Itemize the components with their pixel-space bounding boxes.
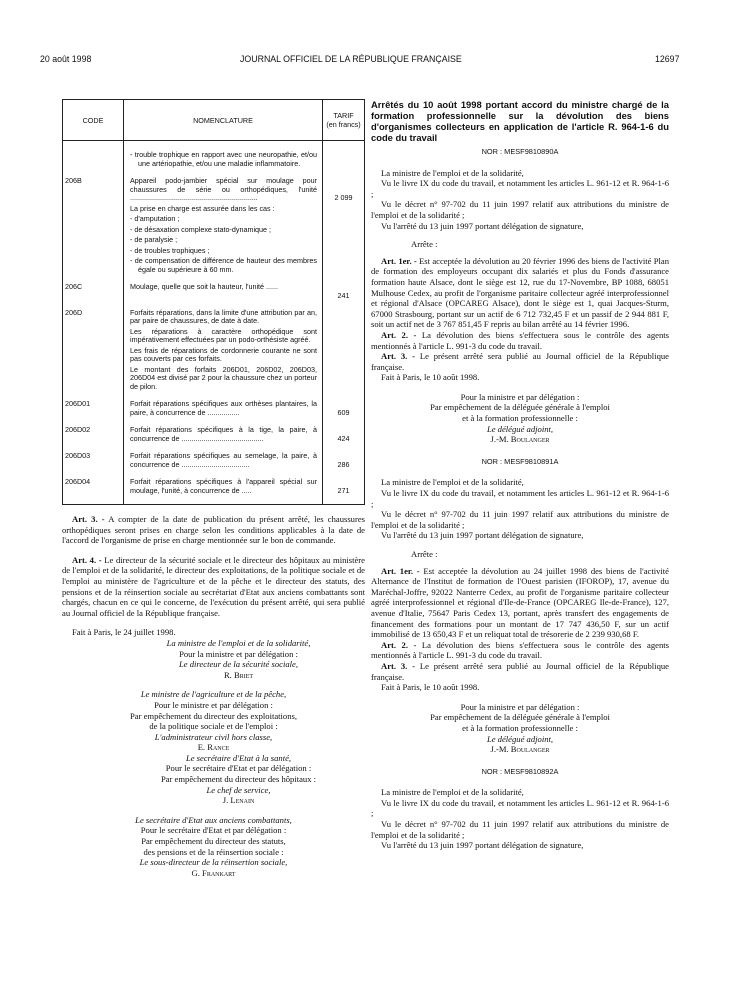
signature-block-4 (62, 815, 365, 879)
row-code: 206C (63, 283, 124, 302)
right-column (371, 99, 669, 851)
nomenclature-line: Forfait réparations spécifiques au semelage, la paire, à concurrence de .................................. (130, 451, 317, 469)
signature-line: Le secrétaire d'Etat à la santé, (185, 752, 292, 763)
row-tarif: 424 (323, 426, 365, 445)
visa-line: Vu le décret n° 97-702 du 11 juin 1997 relatif aux attributions du ministre de l'emploi et de la solidarité ; (371, 509, 669, 530)
arrete-2 (371, 457, 669, 755)
col-header-tarif: TARIF (en francs) (323, 100, 365, 141)
visa-line: La ministre de l'emploi et de la solidarité, (381, 477, 524, 488)
page-number: 12697 (655, 54, 680, 64)
row-nomenclature (124, 478, 323, 497)
signature-line: Le chef de service, (206, 784, 271, 795)
nomenclature-line: Moulage, quelle que soit la hauteur, l'unité ...... (130, 282, 279, 291)
article-art1 (371, 566, 669, 640)
row-tarif: 241 (323, 283, 365, 302)
visa-line: Vu l'arrêté du 13 juin 1997 portant délégation de signature, (381, 840, 584, 851)
nomenclature-line: - de désaxation complexe stato-dynamique ; (130, 224, 272, 234)
signature-line: Par empêchement du directeur des exploitations, (129, 710, 298, 721)
table-row (63, 478, 365, 497)
table-row (63, 151, 365, 170)
row-code: 206D (63, 309, 124, 394)
article-label: Art. 1er. - (381, 565, 420, 576)
visa-line: La ministre de l'emploi et de la solidarité, (381, 167, 524, 178)
left-fait: Fait à Paris, le 24 juillet 1998. (72, 627, 176, 638)
nomenclature-line: Le montant des forfaits 206D01, 206D02, 206D03, 206D04 est divisé par 2 pour la chaussure chez un porteur de pilon. (130, 364, 317, 391)
article-text: Est acceptée la dévolution au 24 juillet 1998 des biens de l'activité Alternance de l'Institut de formation de l'Ouest parisien (IFOROP), 17, avenue du Maréchal-Joffre, 92022 Nanterre Cedex, au profit de l'organisme paritaire collecteur agréé interprofessionnel et régional d'Ile-de-France (OPCAREG Ile-de-France), 127, avenue d'Italie, 75647 Paris Cedex 13, portant, après transfert des engagements de financement des formations pour un montant de 17 747 436,50 F, sur un actif immobilisé de 13 650,43 F et un reliquat total de trésorerie de 2 239 930,68 F. (371, 565, 669, 640)
fait-line: Fait à Paris, le 10 août 1998. (381, 372, 480, 383)
tarif-table-body (63, 141, 365, 505)
table-row (63, 452, 365, 471)
row-code: 206D03 (63, 452, 124, 471)
signature-line: J. Lenain (222, 795, 255, 806)
signature-line: Le sous-directeur de la réinsertion sociale, (139, 857, 288, 868)
col-header-nomenclature: NOMENCLATURE (124, 100, 323, 141)
table-row (63, 177, 365, 276)
signature-line: Le délégué adjoint, (486, 423, 554, 434)
signature-block-3 (62, 753, 365, 806)
article-text: La dévolution des biens s'effectuera sous le contrôle des agents mentionnés à l'article L. 991-3 du code du travail. (371, 639, 669, 661)
arrete-label: Arrête : (411, 549, 438, 559)
table-row (63, 283, 365, 302)
nor-reference: NOR : MESF9810890A (481, 147, 559, 156)
nomenclature-line: La prise en charge est assurée dans les cas : (130, 203, 275, 213)
visa-line: Vu le livre IX du code du travail, et notamment les articles L. 961-12 et R. 964-1-6 ; (371, 797, 669, 819)
signature-line: Pour le ministre et par délégation : (154, 699, 273, 710)
nomenclature-line: Appareil podo-jambier spécial sur moulage pour chaussures de série ou orthopédiques, l'unité ................................................................ (130, 176, 317, 202)
left-articles (62, 514, 365, 878)
left-column (62, 99, 365, 878)
nomenclature-line: - de paralysie ; (130, 235, 178, 244)
row-tarif: 609 (323, 400, 365, 419)
signature-line: Le délégué adjoint, (486, 733, 554, 744)
signature-block-1 (62, 638, 365, 680)
nomenclature-line: Forfaits réparations, dans la limite d'une attribution par an, par paire de chaussures, de date à date. (130, 307, 317, 325)
article-text: Le présent arrêté sera publié au Journal officiel de la République française. (371, 660, 669, 682)
signature-line: Le secrétaire d'Etat aux anciens combattants, (135, 814, 292, 825)
visa-line: Vu l'arrêté du 13 juin 1997 portant délégation de signature, (381, 530, 584, 541)
article-art2 (371, 640, 669, 661)
row-nomenclature (124, 426, 323, 445)
arrete-3 (371, 767, 669, 851)
nor-reference: NOR : MESF9810892A (481, 766, 559, 776)
row-tarif (323, 151, 365, 170)
article-text: Est acceptée la dévolution au 20 février 1996 des biens de l'activité Plan de formation des employeurs occupant dix salariés et plus du Fonds d'assurance formation haute Alsace, dont le siège est 12, rue du 17-Novembre, BP 1088, 68051 Mulhouse Cedex, au profit de l'organisme paritaire collecteur agréé interprofessionnel et régional d'Alsace (OPCAREG Alsace), dont le siège est 1, quai Jacques-Sturm, 67000 Strasbourg, portant sur un actif de 6 712 732,45 F et un passif de 2 944 881 F, soit un actif net de 3 767 851,45 F repris au bilan arrêté au 14 février 1996. (371, 255, 669, 330)
tarif-table (62, 99, 365, 505)
signature-line: Par empêchement du directeur des statuts, (141, 836, 286, 847)
signature-line: Pour la ministre et par délégation : (460, 701, 580, 712)
nomenclature-line: - de compensation de différence de hauteur des membres égale ou supérieure à 60 mm. (130, 256, 317, 274)
row-code: 206B (63, 177, 124, 276)
nomenclature-line: Les frais de réparations de cordonnerie courante ne sont pas couverts par ces forfaits. (130, 345, 317, 363)
row-tarif: 2 099 (323, 177, 365, 276)
article-label: Art. 2. - (381, 639, 417, 650)
article-label: Art. 3. - (381, 660, 416, 671)
signature-line: Pour la ministre et par délégation : (460, 391, 580, 402)
signature-line: Pour le secrétaire d'Etat et par délégation : (140, 825, 287, 836)
article-art3 (371, 661, 669, 682)
row-nomenclature (124, 452, 323, 471)
col-header-code: CODE (63, 100, 124, 141)
row-nomenclature (124, 309, 323, 394)
signature-line: L'administrateur civil hors classe, (154, 731, 273, 742)
nomenclature-line: Forfait réparations spécifiques à la tige, la paire, à concurrence de ......................................... (130, 425, 317, 443)
visa-line: La ministre de l'emploi et de la solidarité, (381, 787, 524, 798)
signature-line: Par empêchement du directeur des hôpitaux : (160, 774, 317, 785)
signature-line: J.-M. Boulanger (490, 744, 550, 755)
visa-line: Vu le livre IX du code du travail, et notamment les articles L. 961-12 et R. 964-1-6 ; (371, 488, 669, 509)
nomenclature-line: Les réparations à caractère orthopédique sont impérativement effectuées par un podo-orthésiste agréé. (130, 326, 317, 344)
table-row (63, 400, 365, 419)
visa-line: Vu le décret n° 97-702 du 11 juin 1997 relatif aux attributions du ministre de l'emploi et de la solidarité ; (371, 199, 669, 220)
left-art3: Art. 3. - A compter de la date de publication du présent arrêté, les chaussures orthopédiques seront prises en charge selon les conditions applicables à la date de l'accord de l'organisme de prise en charge mentionnée sur le bon de commande. (62, 514, 365, 546)
signature-line: Par empêchement de la déléguée générale à l'emploi (430, 402, 610, 413)
signature-line: La ministre de l'emploi et de la solidarité, (166, 637, 311, 648)
article-text: Le présent arrêté sera publié au Journal officiel de la République française. (371, 351, 669, 372)
row-code: 206D01 (63, 400, 124, 419)
row-nomenclature (124, 151, 323, 170)
arretes-title: Arrêtés du 10 août 1998 portant accord du ministre chargé de la formation professionnelle sur la dévolution des biens d'organismes collecteurs en application de l'article R. 964-1-6 du code du travail (371, 99, 669, 143)
row-code: 206D04 (63, 478, 124, 497)
article-art2 (371, 330, 669, 351)
row-code: 206D02 (63, 426, 124, 445)
signature-line: Le ministre de l'agriculture et de la pêche, (140, 689, 287, 700)
nomenclature-line: Forfait réparations spécifiques aux orthèses plantaires, la paire, à concurrence de ................ (130, 399, 317, 417)
row-nomenclature (124, 283, 323, 302)
signature-line: et à la formation professionnelle : (462, 722, 578, 733)
article-art1 (371, 256, 669, 330)
signature-line: R. Briet (223, 669, 254, 680)
nor-reference: NOR : MESF9810891A (481, 456, 559, 466)
signature-line: J.-M. Boulanger (490, 434, 550, 445)
signature-line: et à la formation professionnelle : (462, 413, 578, 424)
article-label: Art. 3. - (381, 351, 416, 362)
nomenclature-line: Forfait réparations spécifiques à l'appareil spécial sur moulage, l'unité, à concurrence de ..... (130, 477, 317, 495)
left-art4: Art. 4. - Le directeur de la sécurité sociale et le directeur des hôpitaux au ministère de l'emploi et de la solidarité, le directeur des exploitations, de la politique sociale et de l'emploi au ministère de l'agriculture et de la pêche et le directeur des statuts, des pensions et de la réinsertion sociale au secrétariat d'Etat aux anciens combattants sont chargés, chacun en ce qui le concerne, de l'exécution du présent arrêté, qui sera publié au Journal officiel de la République française. (62, 554, 365, 618)
signature-block-2 (62, 689, 365, 753)
arrete-1 (371, 147, 669, 445)
nomenclature-line: - de troubles trophiques ; (130, 245, 210, 255)
signature-line: G. Frankart (191, 867, 236, 878)
signature-block (371, 392, 669, 445)
article-text: La dévolution des biens s'effectuera sous le contrôle des agents mentionnés à l'article L. 991-3 du code du travail. (371, 329, 669, 351)
signature-line: des pensions et de la réinsertion sociale : (143, 846, 284, 857)
signature-line: Le directeur de la sécurité sociale, (178, 659, 298, 670)
arrete-label: Arrête : (411, 239, 438, 250)
row-code (63, 151, 124, 170)
signature-block (371, 702, 669, 755)
table-spacer (63, 497, 365, 505)
visa-line: Vu le livre IX du code du travail, et notamment les articles L. 961-12 et R. 964-1-6 ; (371, 178, 669, 199)
row-tarif: 271 (323, 478, 365, 497)
row-tarif (323, 309, 365, 394)
table-row (63, 426, 365, 445)
article-label: Art. 2. - (381, 329, 417, 340)
signature-line: Pour le secrétaire d'Etat et par délégation : (165, 763, 312, 774)
row-tarif: 286 (323, 452, 365, 471)
signature-line: E. Rance (197, 742, 230, 753)
nomenclature-line: - trouble trophique en rapport avec une neuropathie, et/ou une artériopathie, et/ou une maladie inflammatoire. (130, 150, 317, 168)
signature-line: Par empêchement de la déléguée générale à l'emploi (430, 712, 610, 723)
signature-line: de la politique sociale et de l'emploi : (149, 721, 278, 732)
journal-title: JOURNAL OFFICIEL DE LA RÉPUBLIQUE FRANÇAISE (240, 54, 462, 64)
row-nomenclature (124, 177, 323, 276)
header-date: 20 août 1998 (40, 54, 92, 64)
article-art3 (371, 351, 669, 372)
nomenclature-line: - d'amputation ; (130, 214, 180, 223)
table-row (63, 309, 365, 394)
fait-line: Fait à Paris, le 10 août 1998. (381, 682, 480, 693)
visa-line: Vu l'arrêté du 13 juin 1997 portant délégation de signature, (381, 220, 584, 231)
visa-line: Vu le décret n° 97-702 du 11 juin 1997 relatif aux attributions du ministre de l'emploi et de la solidarité ; (371, 819, 669, 840)
row-nomenclature (124, 400, 323, 419)
signature-line: Pour la ministre et par délégation : (179, 648, 298, 659)
article-label: Art. 1er. - (381, 255, 417, 266)
